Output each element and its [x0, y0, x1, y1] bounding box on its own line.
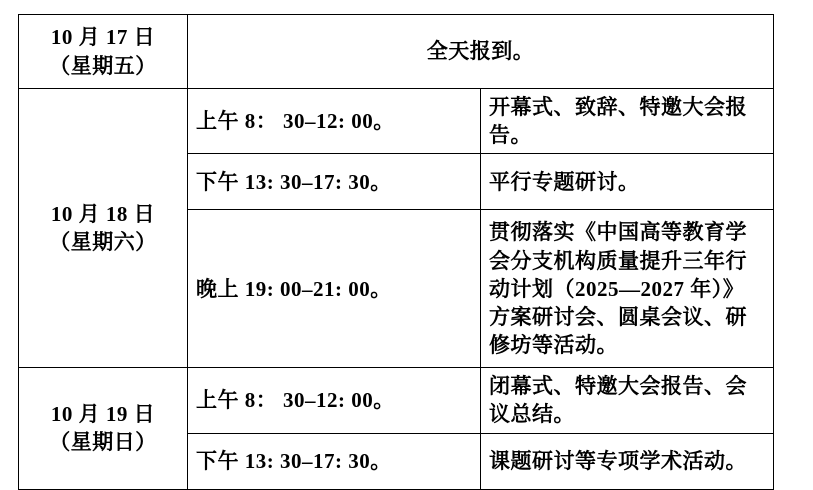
date-cell-oct18	[19, 89, 188, 368]
content-cell: 课题研讨等专项学术活动。	[481, 433, 774, 489]
table-row	[19, 15, 774, 89]
date-cell-oct17	[19, 15, 188, 89]
date-cell-oct19	[19, 368, 188, 489]
table-body	[19, 15, 774, 490]
time-cell: 上午 8： 30–12: 00。	[188, 368, 481, 433]
content-cell: 贯彻落实《中国高等教育学会分支机构质量提升三年行动计划（2025—2027 年）》方案研讨会、圆桌会议、研修坊等活动。	[481, 210, 774, 368]
date-line: （星期日）	[49, 430, 157, 455]
table-row	[19, 368, 774, 433]
date-line: 10 月 18 日	[50, 202, 156, 226]
content-cell: 闭幕式、特邀大会报告、会议总结。	[481, 368, 774, 433]
date-line: （星期六）	[49, 230, 157, 255]
table-row	[19, 89, 774, 154]
content-cell-allday: 全天报到。	[188, 15, 774, 89]
conference-schedule-table	[18, 14, 774, 490]
time-cell: 下午 13: 30–17: 30。	[188, 154, 481, 210]
date-line: （星期五）	[49, 53, 157, 78]
date-line: 10 月 19 日	[50, 402, 156, 427]
date-line: 10 月 17 日	[50, 25, 156, 50]
time-cell: 下午 13: 30–17: 30。	[188, 433, 481, 489]
content-cell: 平行专题研讨。	[481, 154, 774, 210]
time-cell: 上午 8： 30–12: 00。	[188, 89, 481, 154]
time-cell: 晚上 19: 00–21: 00。	[188, 210, 481, 368]
content-cell: 开幕式、致辞、特邀大会报告。	[481, 89, 774, 154]
